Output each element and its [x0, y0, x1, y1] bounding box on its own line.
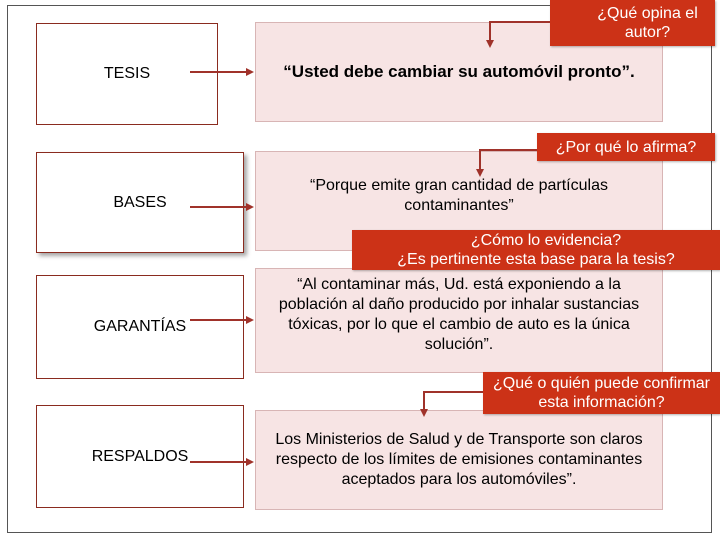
- content-respaldos: Los Ministerios de Salud y de Transporte son claros respecto de los límites de emisiones contaminantes aceptados para los automóviles”.: [275, 431, 643, 488]
- label-respaldos: RESPALDOS: [91, 447, 189, 465]
- label-bases: BASES: [113, 193, 167, 211]
- label-tesis: TESIS: [103, 65, 151, 82]
- question-bases-text: ¿Por qué lo afirma?: [555, 138, 697, 156]
- connector-tesis: [490, 22, 550, 46]
- connector-respaldos: [424, 392, 483, 415]
- content-garantias: “Al contaminar más, Ud. está exponiendo a la población al daño producido por inhalar sustancias tóxicas, por lo que el cambio de auto es la única solución”.: [278, 276, 640, 353]
- question-respaldos-text: ¿Qué o quién puede confirmar esta información?: [492, 375, 710, 411]
- question-garantias-line2: ¿Es pertinente esta base para la tesis?: [397, 251, 675, 268]
- question-tesis-text: ¿Qué opina el autor?: [597, 5, 698, 41]
- label-garantias: GARANTÍAS: [93, 318, 187, 335]
- connector-bases: [480, 150, 537, 175]
- content-bases: “Porque emite gran cantidad de partículas contaminantes”: [310, 177, 608, 214]
- content-tesis: “Usted debe cambiar su automóvil pronto”.: [283, 62, 635, 81]
- question-garantias-line1: ¿Cómo lo evidencia?: [470, 232, 622, 249]
